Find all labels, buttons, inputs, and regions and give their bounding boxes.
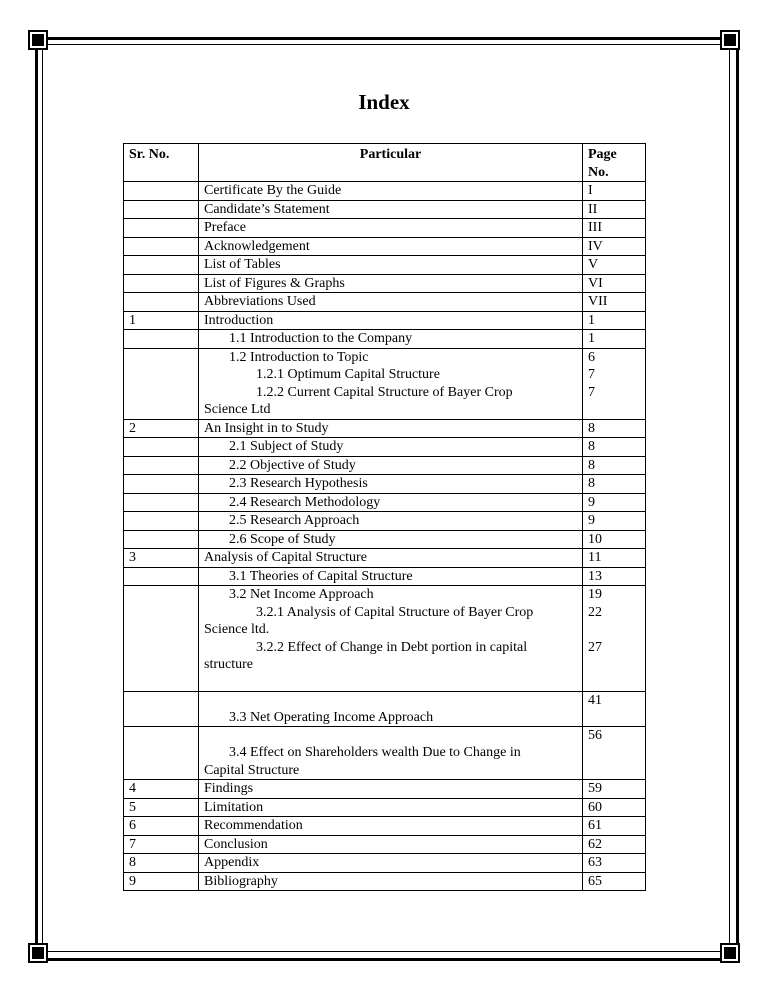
entry-page-number: 9	[588, 494, 595, 510]
particular-cell	[199, 348, 583, 419]
entry-page-number: 61	[588, 818, 602, 833]
table-row	[124, 530, 646, 549]
page-no-cell	[583, 493, 646, 512]
page-no-cell	[583, 817, 646, 836]
table-row	[124, 586, 646, 692]
entry-page-number: 6	[588, 349, 595, 365]
page-no-cell	[583, 293, 646, 312]
index-table-body	[124, 182, 646, 891]
entry-title: Limitation	[204, 799, 264, 815]
sr-no-cell	[124, 691, 199, 727]
page-title: Index	[358, 90, 410, 114]
sr-no-cell: 9	[124, 872, 199, 891]
page-no-cell	[583, 419, 646, 438]
particular-cell	[199, 817, 583, 836]
entry-page-number: 60	[588, 799, 602, 815]
particular-cell	[199, 200, 583, 219]
page-no-cell	[583, 567, 646, 586]
table-row	[124, 311, 646, 330]
page-no-cell	[583, 549, 646, 568]
entry-page-number: 10	[588, 531, 602, 547]
page-no-cell	[583, 274, 646, 293]
table-row	[124, 256, 646, 275]
page-no-cell	[583, 182, 646, 201]
sr-no-cell	[124, 219, 199, 238]
entry-title-continuation: structure	[204, 657, 253, 672]
entry-page-number: 62	[588, 836, 602, 852]
border-corner-ornament	[30, 945, 46, 961]
table-row	[124, 200, 646, 219]
particular-cell	[199, 456, 583, 475]
header-sr-no: Sr. No.	[124, 144, 199, 182]
entry-title: 1.2.2 Current Capital Structure of Bayer Crop	[256, 384, 513, 400]
table-row	[124, 438, 646, 457]
entry-title: 1.2.1 Optimum Capital Structure	[256, 367, 440, 382]
sr-no-cell: 2	[124, 419, 199, 438]
table-row	[124, 330, 646, 349]
page-no-cell	[583, 798, 646, 817]
page-no-cell	[583, 586, 646, 692]
entry-title: 2.2 Objective of Study	[229, 457, 356, 473]
page-no-cell	[583, 780, 646, 799]
sr-no-cell	[124, 200, 199, 219]
entry-page-number: 9	[588, 513, 595, 528]
table-row	[124, 691, 646, 727]
entry-title: Conclusion	[204, 836, 268, 852]
sr-no-cell	[124, 330, 199, 349]
sr-no-cell: 5	[124, 798, 199, 817]
sr-no-cell	[124, 293, 199, 312]
entry-page-number: I	[588, 183, 593, 198]
table-row	[124, 780, 646, 799]
border-corner-ornament	[30, 32, 46, 48]
sr-no-cell: 8	[124, 854, 199, 873]
page-no-cell	[583, 512, 646, 531]
border-corner-ornament	[722, 32, 738, 48]
particular-cell	[199, 798, 583, 817]
particular-cell	[199, 586, 583, 692]
entry-page-number: II	[588, 201, 598, 217]
table-row	[124, 493, 646, 512]
entry-title: List of Figures & Graphs	[204, 275, 345, 291]
entry-title: List of Tables	[204, 257, 281, 272]
entry-title: 3.4 Effect on Shareholders wealth Due to Change in	[229, 745, 521, 760]
page-no-cell	[583, 237, 646, 256]
table-header-row	[124, 144, 646, 182]
particular-cell	[199, 493, 583, 512]
entry-title: Recommendation	[204, 818, 303, 833]
entry-title: Acknowledgement	[204, 238, 310, 254]
header-particular: Particular	[199, 144, 583, 182]
entry-page-number: 8	[588, 457, 595, 473]
particular-cell	[199, 567, 583, 586]
particular-cell	[199, 780, 583, 799]
entry-title: 1.1 Introduction to the Company	[229, 331, 413, 346]
particular-cell	[199, 512, 583, 531]
entry-page-number: 59	[588, 781, 602, 796]
table-row	[124, 182, 646, 201]
page-no-cell	[583, 200, 646, 219]
page-no-cell	[583, 219, 646, 238]
entry-page-number: 7	[588, 367, 595, 382]
page-no-cell	[583, 456, 646, 475]
table-row	[124, 817, 646, 836]
entry-title: Introduction	[204, 312, 274, 328]
sr-no-cell	[124, 438, 199, 457]
table-row	[124, 798, 646, 817]
entry-page-number: 7	[588, 384, 595, 400]
entry-title: 3.1 Theories of Capital Structure	[229, 568, 413, 584]
entry-page-number: 65	[588, 873, 602, 889]
entry-title: Analysis of Capital Structure	[204, 550, 367, 565]
border-corner-ornament	[722, 945, 738, 961]
entry-page-number: V	[588, 257, 599, 272]
particular-cell	[199, 475, 583, 494]
entry-title: 3.2 Net Income Approach	[229, 587, 374, 602]
entry-title: 2.4 Research Methodology	[229, 494, 381, 510]
table-row	[124, 854, 646, 873]
entry-page-number: IV	[588, 238, 603, 254]
particular-cell	[199, 256, 583, 275]
page-no-cell	[583, 438, 646, 457]
page-no-cell	[583, 691, 646, 727]
particular-cell	[199, 835, 583, 854]
entry-title: Bibliography	[204, 873, 278, 889]
entry-title: An Insight in to Study	[204, 420, 329, 436]
header-page-no: Page No.	[583, 144, 646, 182]
entry-title: 2.5 Research Approach	[229, 513, 360, 528]
page-no-cell	[583, 530, 646, 549]
entry-page-number: 11	[588, 550, 602, 565]
sr-no-cell: 3	[124, 549, 199, 568]
entry-page-number: 1	[588, 331, 595, 346]
entry-title-continuation: Capital Structure	[204, 762, 300, 778]
particular-cell	[199, 691, 583, 727]
sr-no-cell	[124, 586, 199, 692]
table-row	[124, 727, 646, 780]
table-row	[124, 237, 646, 256]
particular-cell	[199, 419, 583, 438]
sr-no-cell: 1	[124, 311, 199, 330]
table-row	[124, 456, 646, 475]
entry-title: Certificate By the Guide	[204, 183, 342, 198]
particular-cell	[199, 872, 583, 891]
table-row	[124, 872, 646, 891]
entry-page-number: 1	[588, 312, 595, 328]
particular-cell	[199, 311, 583, 330]
sr-no-cell: 7	[124, 835, 199, 854]
sr-no-cell	[124, 456, 199, 475]
entry-page-number: 8	[588, 476, 595, 491]
page-no-cell	[583, 727, 646, 780]
page-no-cell	[583, 835, 646, 854]
table-row	[124, 475, 646, 494]
entry-page-number: 41	[588, 692, 602, 708]
entry-page-number: III	[588, 220, 602, 235]
table-row	[124, 219, 646, 238]
entry-page-number: 63	[588, 855, 602, 870]
entry-title: Appendix	[204, 855, 260, 870]
entry-page-number: VII	[588, 294, 608, 309]
entry-page-number: 27	[588, 639, 602, 655]
entry-page-number: 22	[588, 604, 602, 620]
sr-no-cell: 4	[124, 780, 199, 799]
sr-no-cell	[124, 475, 199, 494]
particular-cell	[199, 438, 583, 457]
entry-title: Candidate’s Statement	[204, 201, 330, 217]
sr-no-cell	[124, 512, 199, 531]
sr-no-cell	[124, 567, 199, 586]
particular-cell	[199, 274, 583, 293]
sr-no-cell: 6	[124, 817, 199, 836]
particular-cell	[199, 237, 583, 256]
index-table	[123, 143, 646, 891]
entry-title-continuation: Science Ltd	[204, 402, 271, 417]
table-row	[124, 549, 646, 568]
entry-page-number: VI	[588, 275, 603, 291]
entry-title: 3.2.2 Effect of Change in Debt portion in capital	[256, 639, 528, 655]
table-row	[124, 512, 646, 531]
entry-page-number: 8	[588, 420, 595, 436]
entry-title: Findings	[204, 781, 254, 796]
table-row	[124, 835, 646, 854]
sr-no-cell	[124, 256, 199, 275]
table-row	[124, 293, 646, 312]
table-row	[124, 419, 646, 438]
page-no-cell	[583, 330, 646, 349]
table-row	[124, 567, 646, 586]
particular-cell	[199, 219, 583, 238]
particular-cell	[199, 182, 583, 201]
sr-no-cell	[124, 237, 199, 256]
entry-title: 1.2 Introduction to Topic	[229, 349, 369, 365]
sr-no-cell	[124, 493, 199, 512]
page-no-cell	[583, 348, 646, 419]
sr-no-cell	[124, 274, 199, 293]
particular-cell	[199, 854, 583, 873]
particular-cell	[199, 330, 583, 349]
entry-title: 2.6 Scope of Study	[229, 531, 336, 547]
entry-title: 3.2.1 Analysis of Capital Structure of Bayer Crop	[256, 604, 534, 620]
particular-cell	[199, 727, 583, 780]
entry-page-number: 56	[588, 728, 602, 743]
particular-cell	[199, 293, 583, 312]
sr-no-cell	[124, 530, 199, 549]
page-no-cell	[583, 872, 646, 891]
entry-title: Abbreviations Used	[204, 294, 316, 309]
page-no-cell	[583, 311, 646, 330]
sr-no-cell	[124, 727, 199, 780]
particular-cell	[199, 549, 583, 568]
page-no-cell	[583, 256, 646, 275]
table-row	[124, 274, 646, 293]
particular-cell	[199, 530, 583, 549]
page-no-cell	[583, 854, 646, 873]
entry-title: Preface	[204, 220, 246, 235]
entry-title: 3.3 Net Operating Income Approach	[229, 709, 434, 725]
entry-page-number: 19	[588, 587, 602, 602]
sr-no-cell	[124, 348, 199, 419]
entry-page-number: 13	[588, 568, 602, 584]
entry-title: 2.1 Subject of Study	[229, 439, 344, 454]
page-no-cell	[583, 475, 646, 494]
entry-title: 2.3 Research Hypothesis	[229, 476, 368, 491]
sr-no-cell	[124, 182, 199, 201]
table-row	[124, 348, 646, 419]
entry-page-number: 8	[588, 439, 595, 454]
entry-title-continuation: Science ltd.	[204, 622, 270, 637]
